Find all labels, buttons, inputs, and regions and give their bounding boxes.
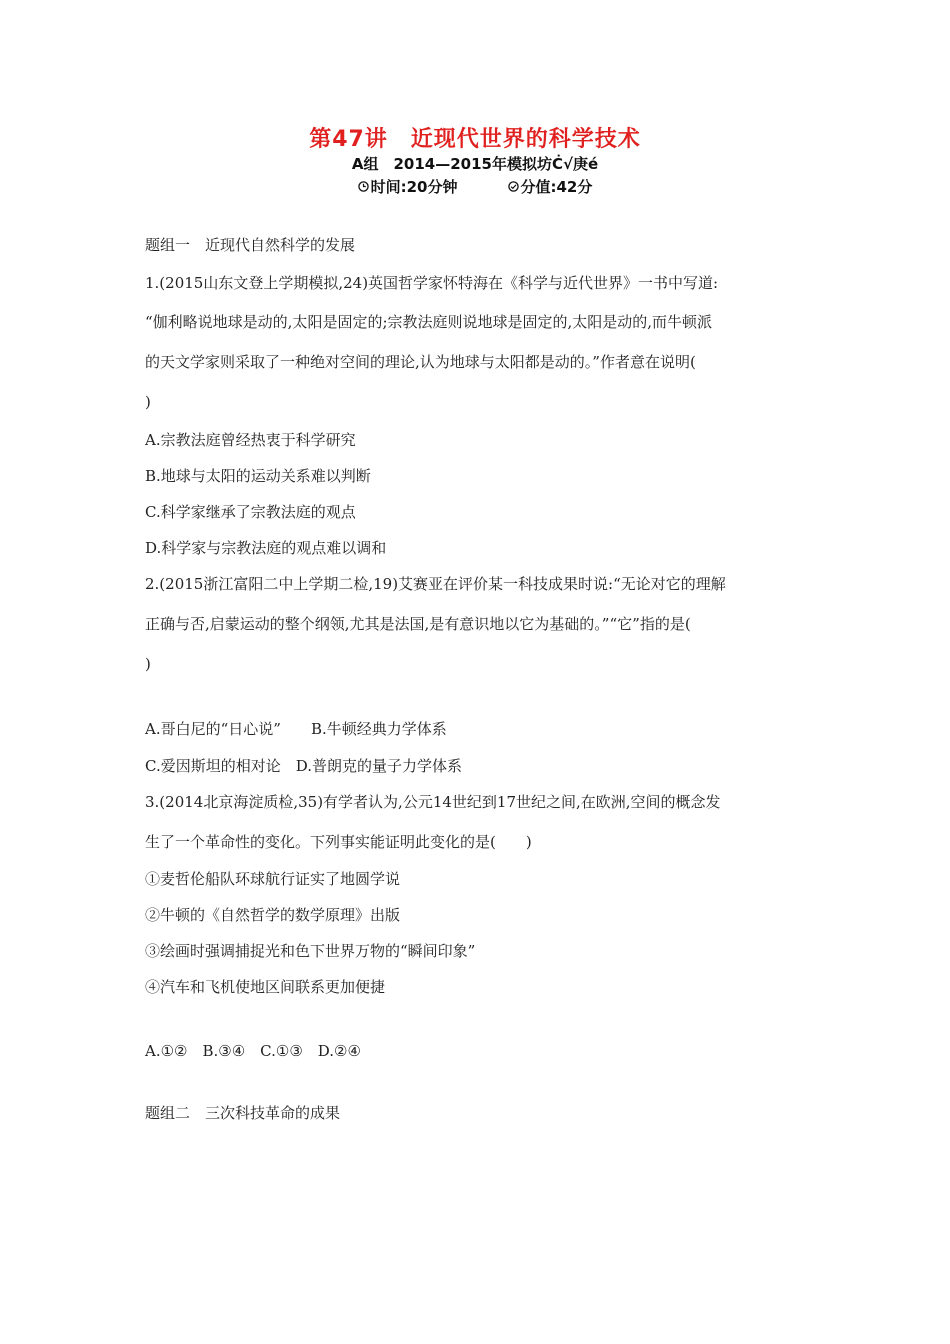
score-meta (508, 176, 593, 197)
meta-row (0, 176, 950, 197)
section-heading-2: 题组二 三次科技革命的成果 (145, 1104, 341, 1122)
clock-icon (358, 181, 369, 192)
question-1-stem-line-3: 的天文学家则采取了一种绝对空间的理论,认为地球与太阳都是动的。”作者意在说明( (145, 353, 696, 371)
question-3-item-1: ①麦哲伦船队环球航行证实了地圆学说 (145, 870, 401, 888)
question-2-options-row-1: A.哥白尼的“日心说” B.牛顿经典力学体系 (145, 720, 447, 738)
question-2-stem-line-2: 正确与否,启蒙运动的整个纲领,尤其是法国,是有意识地以它为基础的。”“它”指的是( (145, 615, 691, 633)
question-1-option-d: D.科学家与宗教法庭的观点难以调和 (145, 539, 387, 557)
question-1-option-c: C.科学家继承了宗教法庭的观点 (145, 503, 356, 521)
question-2-options-row-2: C.爱因斯坦的相对论 D.普朗克的量子力学体系 (145, 757, 462, 775)
score-label: 分值:42分 (520, 178, 593, 196)
question-1-stem-line-1: 1.(2015山东文登上学期模拟,24)英国哲学家怀特海在《科学与近代世界》一书中写道: (145, 274, 719, 292)
question-1-option-b: B.地球与太阳的运动关系难以判断 (145, 467, 371, 485)
question-2-stem-line-3: ) (145, 655, 151, 673)
question-3-item-3: ③绘画时强调捕捉光和色下世界万物的“瞬间印象” (145, 942, 476, 960)
section-heading-1: 题组一 近现代自然科学的发展 (145, 236, 356, 254)
question-3-stem-line-2: 生了一个革命性的变化。下列事实能证明此变化的是( ) (145, 833, 532, 851)
question-3-stem-line-1: 3.(2014北京海淀质检,35)有学者认为,公元14世纪到17世纪之间,在欧洲,空间的概念发 (145, 793, 721, 811)
page-title: 第47讲 近现代世界的科学技术 (309, 127, 641, 152)
time-label: 时间:20分钟 (370, 178, 458, 196)
question-1-option-a: A.宗教法庭曾经热衷于科学研究 (145, 431, 356, 449)
time-meta (358, 176, 458, 197)
question-1-stem-line-2: “伽利略说地球是动的,太阳是固定的;宗教法庭则说地球是固定的,太阳是动的,而牛顿派 (145, 313, 713, 331)
question-3-options: A.①② B.③④ C.①③ D.②④ (145, 1042, 361, 1060)
question-3-item-4: ④汽车和飞机使地区间联系更加便捷 (145, 978, 386, 996)
subtitle: A组 2014—2015年模拟坊Ċ√庚é (351, 155, 599, 173)
question-2-stem-line-1: 2.(2015浙江富阳二中上学期二检,19)艾赛亚在评价某一科技成果时说:“无论对它的理解 (145, 575, 726, 593)
question-3-item-2: ②牛顿的《自然哲学的数学原理》出版 (145, 906, 401, 924)
check-circle-icon (508, 181, 519, 192)
question-1-stem-line-4: ) (145, 393, 151, 411)
